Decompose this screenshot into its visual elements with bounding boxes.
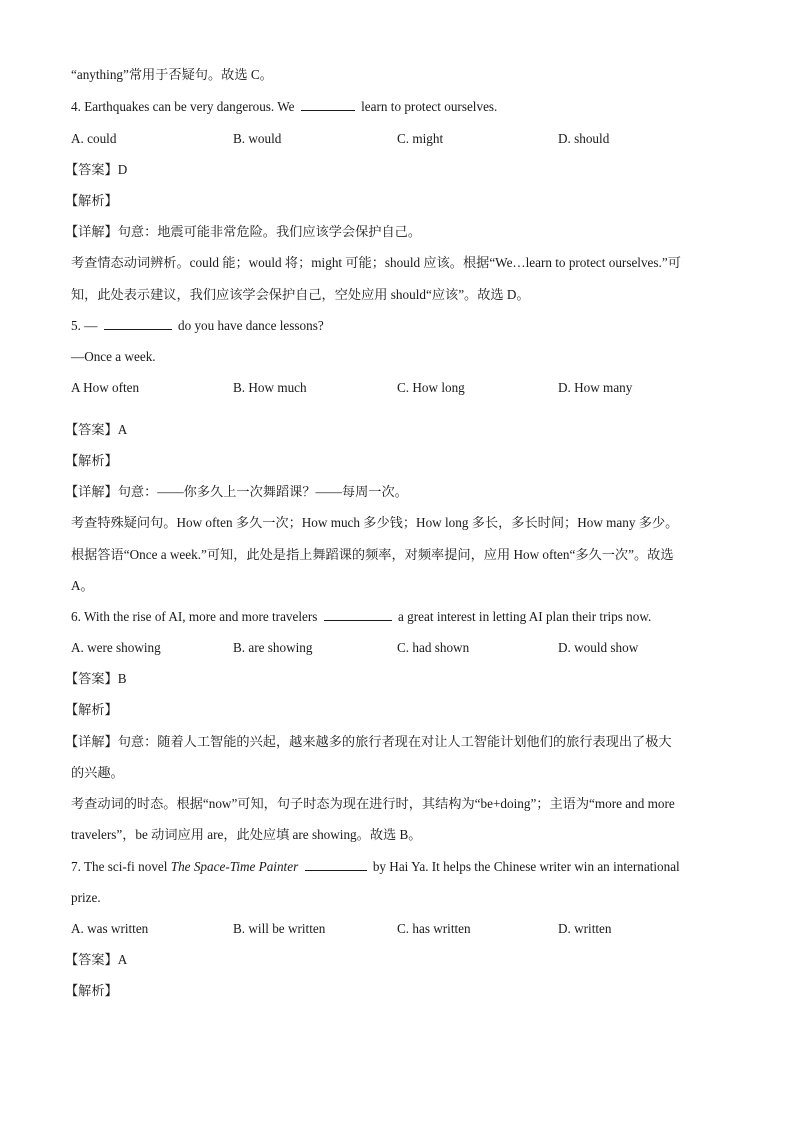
explanation-line: 【详解】句意：地震可能非常危险。我们应该学会保护自己。 — [65, 224, 422, 239]
answer-blank — [104, 317, 172, 330]
answer-label: 【答案】D — [65, 162, 128, 177]
option-d: D. written — [558, 921, 612, 936]
explanation-line: travelers”，be 动词应用 are，此处应填 are showing。故选 B。 — [71, 827, 422, 842]
question-6-stem: 6. With the rise of AI, more and more travelers — [71, 609, 318, 624]
answer-blank — [305, 858, 367, 871]
option-c: C. might — [397, 131, 444, 146]
analysis-label: 【解析】 — [65, 193, 118, 208]
question-5-stem-end: do you have dance lessons? — [177, 318, 324, 333]
question-7 — [71, 858, 680, 876]
question-7-continued: prize. — [71, 890, 101, 905]
question-5-response: —Once a week. — [71, 349, 156, 364]
explanation-line: 知，此处表示建议，我们应该学会保护自己，空处应用 should“应该”。故选 D。 — [71, 287, 530, 302]
option-b: B. are showing — [233, 640, 313, 655]
option-c: C. had shown — [397, 640, 470, 655]
question-6-stem-end: a great interest in letting AI plan their trips now. — [398, 609, 652, 624]
question-7-stem-end: by Hai Ya. It helps the Chinese writer win an international — [372, 859, 680, 874]
option-d: D. should — [558, 131, 610, 146]
question-5-stem: 5. — — [71, 318, 98, 333]
question-5 — [71, 317, 324, 335]
option-d: D. would show — [558, 640, 639, 655]
explanation-line: 考查动词的时态。根据“now”可知，句子时态为现在进行时，其结构为“be+doing”；主语为“more and more — [71, 796, 675, 811]
explanation-line: 【详解】句意：——你多久上一次舞蹈课？——每周一次。 — [65, 484, 408, 499]
answer-label: 【答案】A — [65, 952, 128, 967]
explanation-line: 的兴趣。 — [71, 765, 124, 780]
explanation-line: 根据答语“Once a week.”可知，此处是指上舞蹈课的频率，对频率提问，应用 How often“多久一次”。故选 — [71, 547, 674, 562]
option-a: A. were showing — [71, 640, 161, 655]
question-6 — [71, 608, 651, 626]
text-line: “anything”常用于否疑句。故选 C。 — [71, 67, 273, 82]
question-4-stem-end: learn to protect ourselves. — [361, 99, 498, 114]
analysis-label: 【解析】 — [65, 983, 118, 998]
answer-label: 【答案】B — [65, 671, 127, 686]
option-b: B. will be written — [233, 921, 326, 936]
explanation-line: 考查情态动词辨析。could 能；would 将；might 可能；should 应该。根据“We…learn to protect ourselves.”可 — [71, 255, 681, 270]
explanation-line: 【详解】句意：随着人工智能的兴起，越来越多的旅行者现在对让人工智能计划他们的旅行表现出了极大 — [65, 734, 672, 749]
option-c: C. has written — [397, 921, 471, 936]
question-4-stem: 4. Earthquakes can be very dangerous. We — [71, 99, 295, 114]
answer-label: 【答案】A — [65, 422, 128, 437]
option-b: B. How much — [233, 380, 307, 395]
analysis-label: 【解析】 — [65, 702, 118, 717]
explanation-line: A。 — [71, 578, 94, 593]
option-a: A. could — [71, 131, 117, 146]
option-a: A How often — [71, 380, 140, 395]
option-c: C. How long — [397, 380, 465, 395]
answer-blank — [324, 608, 392, 621]
option-a: A. was written — [71, 921, 149, 936]
question-4 — [71, 98, 497, 116]
analysis-label: 【解析】 — [65, 453, 118, 468]
option-b: B. would — [233, 131, 282, 146]
novel-title: The Space-Time Painter — [170, 859, 299, 874]
question-7-stem: 7. The sci-fi novel — [71, 859, 168, 874]
explanation-line: 考查特殊疑问句。How often 多久一次；How much 多少钱；How long 多长，多长时间；How many 多少。 — [71, 515, 679, 530]
answer-blank — [301, 98, 355, 111]
option-d: D. How many — [558, 380, 633, 395]
